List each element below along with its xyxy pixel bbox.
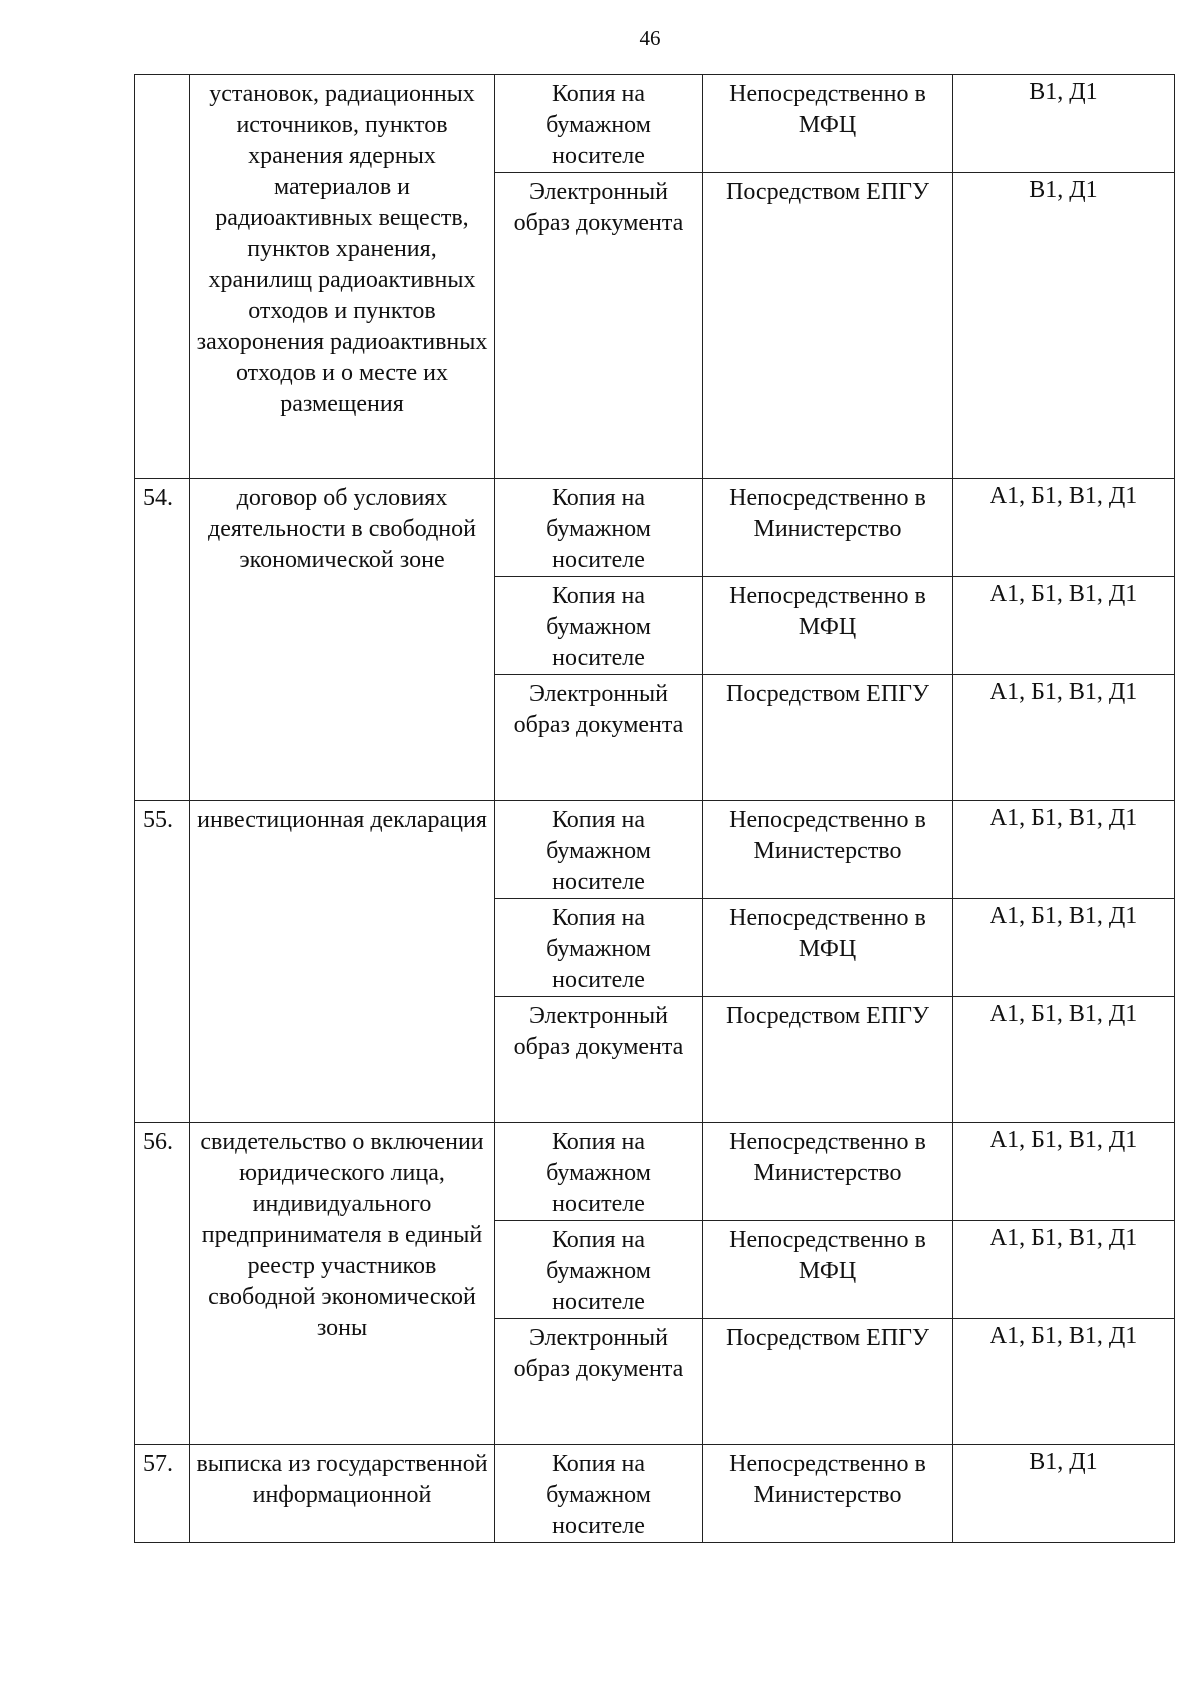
applicant-codes: А1, Б1, В1, Д1 — [953, 1221, 1175, 1319]
applicant-codes: А1, Б1, В1, Д1 — [953, 997, 1175, 1123]
document-form: Копия на бумажном носителе — [495, 1123, 703, 1221]
document-form: Электронный образ документа — [495, 675, 703, 801]
document-form: Копия на бумажном носителе — [495, 801, 703, 899]
applicant-codes: А1, Б1, В1, Д1 — [953, 577, 1175, 675]
document-form: Электронный образ документа — [495, 997, 703, 1123]
document-name: установок, радиационных источников, пунктов хранения ядерных материалов и радиоактивных веществ, пунктов хранения, хранилищ радиоактивных отходов и пунктов захоронения радиоактивных отходов и о месте их размещения — [190, 75, 495, 479]
applicant-codes: В1, Д1 — [953, 1445, 1175, 1543]
submission-method: Посредством ЕПГУ — [703, 1319, 953, 1445]
page-number: 46 — [639, 26, 661, 50]
applicant-codes: А1, Б1, В1, Д1 — [953, 801, 1175, 899]
document-name: инвестиционная декларация — [190, 801, 495, 1123]
submission-method: Непосредственно в Министерство — [703, 479, 953, 577]
document-form: Копия на бумажном носителе — [495, 577, 703, 675]
applicant-codes: А1, Б1, В1, Д1 — [953, 675, 1175, 801]
submission-method: Непосредственно в МФЦ — [703, 577, 953, 675]
submission-method: Непосредственно в Министерство — [703, 801, 953, 899]
submission-method: Непосредственно в МФЦ — [703, 75, 953, 173]
table-row — [135, 479, 1175, 577]
page-bottom-margin — [0, 1520, 1200, 1521]
item-number — [135, 75, 190, 479]
applicant-codes: В1, Д1 — [953, 75, 1175, 173]
item-number: 54. — [135, 479, 190, 801]
table-row — [135, 1445, 1175, 1543]
item-number: 56. — [135, 1123, 190, 1445]
document-form: Копия на бумажном носителе — [495, 479, 703, 577]
applicant-codes: А1, Б1, В1, Д1 — [953, 479, 1175, 577]
document-name: договор об условиях деятельности в свободной экономической зоне — [190, 479, 495, 801]
document-name: выписка из государственной информационной — [190, 1445, 495, 1543]
table-row — [135, 801, 1175, 899]
submission-method: Непосредственно в МФЦ — [703, 899, 953, 997]
applicant-codes: А1, Б1, В1, Д1 — [953, 1319, 1175, 1445]
item-number: 55. — [135, 801, 190, 1123]
applicant-codes: А1, Б1, В1, Д1 — [953, 1123, 1175, 1221]
submission-method: Посредством ЕПГУ — [703, 997, 953, 1123]
table-row — [135, 1123, 1175, 1221]
document-form: Электронный образ документа — [495, 1319, 703, 1445]
document-name: свидетельство о включении юридического лица, индивидуального предпринимателя в единый реестр участников свободной экономической зоны — [190, 1123, 495, 1445]
document-form: Копия на бумажном носителе — [495, 899, 703, 997]
submission-method: Непосредственно в Министерство — [703, 1123, 953, 1221]
submission-method: Посредством ЕПГУ — [703, 675, 953, 801]
document-form: Копия на бумажном носителе — [495, 75, 703, 173]
applicant-codes: А1, Б1, В1, Д1 — [953, 899, 1175, 997]
submission-method: Непосредственно в МФЦ — [703, 1221, 953, 1319]
document-form: Копия на бумажном носителе — [495, 1221, 703, 1319]
item-number: 57. — [135, 1445, 190, 1543]
table-row — [135, 75, 1175, 173]
submission-method: Непосредственно в Министерство — [703, 1445, 953, 1543]
document-form: Копия на бумажном носителе — [495, 1445, 703, 1543]
applicant-codes: В1, Д1 — [953, 173, 1175, 479]
submission-method: Посредством ЕПГУ — [703, 173, 953, 479]
document-form: Электронный образ документа — [495, 173, 703, 479]
documents-table — [134, 74, 1175, 1543]
